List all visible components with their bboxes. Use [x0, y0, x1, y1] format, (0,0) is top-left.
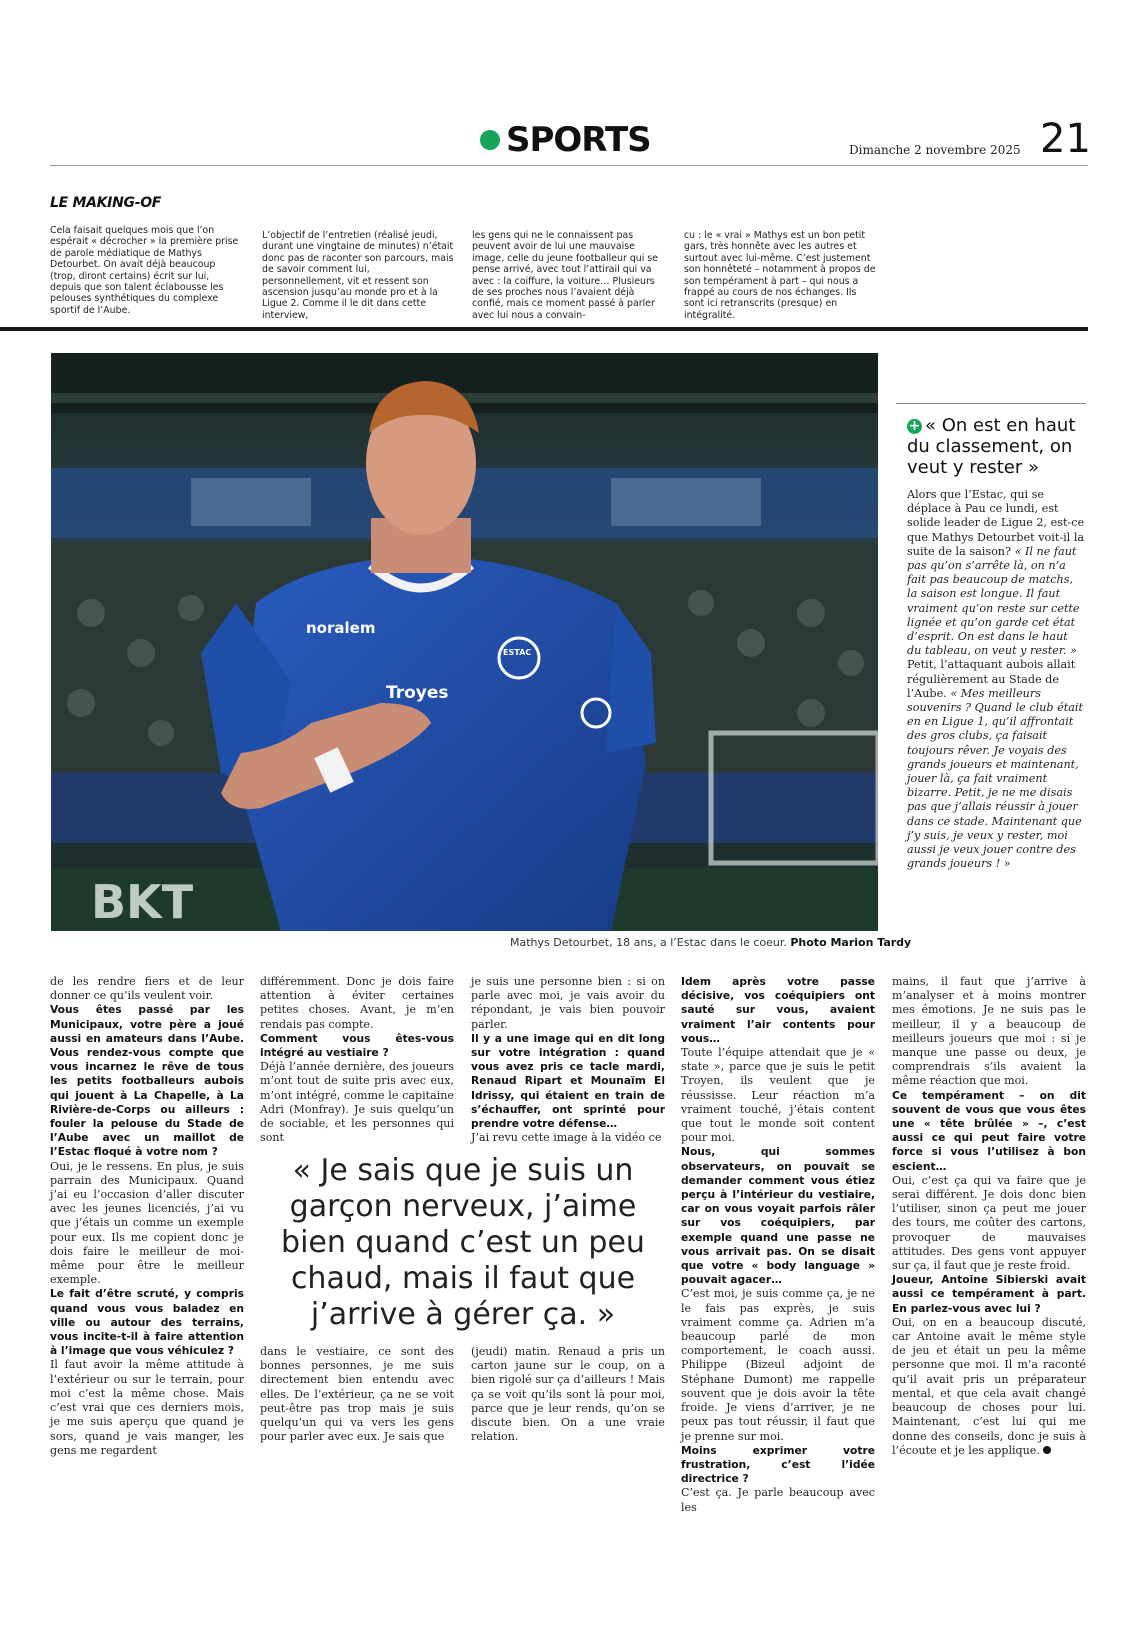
body-column-3-top: je suis une personne bien : si on parle avec moi, je vais avoir du répondant, je vais bien pouvoir parler. Il y a une image qui en dit long sur votre intégration : quand vous avez pris ce tacle mardi, Renaud Ripart et Mounaïm El Idrissy, qui étaient en train de s’échauffer, ont sprinté pour prendre votre défense… J’ai revu cette image à la vidéo ce: [471, 975, 665, 1145]
photo-caption: Mathys Detourbet, 18 ans, a l’Estac dans le coeur. Photo Marion Tardy: [510, 936, 912, 949]
jersey-brand: noralem: [306, 619, 376, 637]
photo-credit: Photo Marion Tardy: [790, 936, 912, 949]
end-mark-icon: [1043, 1446, 1051, 1454]
making-of-divider: [0, 327, 1088, 331]
section-name: SPORTS: [506, 120, 651, 160]
sidebar-body: Alors que l’Estac, qui se déplace à Pau ce lundi, est solide leader de Ligue 2, est-ce que Mathys Detourbet voit-il la suite de la saison? « Il ne faut pas qu’on s’arrête là, on n’a fait pas beaucoup de matchs, la saison est longue. Il faut vraiment qu’on reste sur cette lignée et qu’on garde cet état d’esprit. On est dans le haut du tableau, on veut y rester. » Petit, l’attaquant aubois allait régulièrement au Stade de l’Aube. « Mes meilleurs souvenirs ? Quand le club était en en Ligue 1, qu’il affrontait des gros clubs, ça faisait toujours rêver. Je voyais des grands joueurs et maintenant, jouer là, ça fait vraiment bizarre. Petit, je ne me disais pas que j’allais réussir à jouer dans ce stade. Maintenant que j’y suis, je veux y rester, moi aussi je veux jouer contre des grands joueurs ! »: [907, 488, 1085, 871]
body-column-3-bottom: (jeudi) matin. Renaud a pris un carton jaune sur le coup, on a bien rigolé sur ça d’ailleurs ! Mais ça se voit qu’ils sont là pour moi, parce que je leur rends, qu’on se discute bien. On a une vraie relation.: [471, 1345, 665, 1444]
making-of-col-1: Cela faisait quelques mois que l’on espérait « décrocher » la première prise de parole médiatique de Mathys Detourbet. On avait déjà beaucoup (trop, diront certains) écrit sur lui, depuis que son talent éclabousse les pelouses synthétiques du complexe sportif de l’Aube.: [50, 225, 239, 316]
making-of-kicker: LE MAKING-OF: [50, 195, 162, 211]
player-photo: [51, 353, 878, 931]
sidebar-rule: [896, 403, 1086, 404]
board-text: BKT: [91, 875, 194, 929]
pull-quote: « Je sais que je suis un garçon nerveux, j’aime bien quand c’est un peu chaud, mais il faut que j’arrive à gérer ça. »: [281, 1153, 645, 1332]
issue-date: Dimanche 2 novembre 2025: [849, 143, 1021, 157]
jersey-sponsor: Troyes: [386, 683, 449, 703]
section-title: [480, 120, 651, 160]
sidebar-headline: + « On est en haut du classement, on veut y rester »: [907, 415, 1076, 478]
body-column-2-bottom: dans le vestiaire, ce sont des bonnes personnes, je me suis directement bien entendu avec elles. De l’extérieur, ça ne se voit peut-être pas trop mais je suis quelqu’un qui va vers les gens pour parler avec eux. Je sais que: [260, 1345, 454, 1444]
club-badge: ESTAC: [503, 648, 532, 657]
making-of-col-2: L’objectif de l’entretien (réalisé jeudi, durant une vingtaine de minutes) n’était donc pas de raconter son parcours, mais de savoir comment lui, personnellement, vit et ressent son ascension jusqu’au monde pro et à la Ligue 2. Comme il le dit dans cette interview,: [262, 230, 454, 321]
body-column-2-top: différemment. Donc je dois faire attention à éviter certaines petites choses. Avant, je m’en rendais pas compte. Comment vous êtes-vous intégré au vestiaire ? Déjà l’année dernière, des joueurs m’ont tout de suite pris avec eux, m’ont intégré, comme le capitaine Adri (Monfray). Je suis quelqu’un de sociable, et les personnes qui sont: [260, 975, 454, 1145]
section-dot-icon: [480, 130, 500, 150]
header-divider: [50, 165, 1088, 166]
making-of-col-3: les gens qui ne le connaissent pas peuvent avoir de lui une mauvaise image, celle du jeune footballeur qui se pense arrivé, avec tout l’attirail qui va avec : la coiffure, la voiture… Plusieurs de ses proches nous l’avaient déjà confié, mais ce moment passé à parler avec lui nous a convain-: [472, 230, 658, 321]
body-column-4: Idem après votre passe décisive, vos coéquipiers ont sauté sur vous, avaient vraiment l’air contents pour vous… Toute l’équipe attendait que je « state », parce que je suis le petit Troyen, ils veulent que je réussisse. Leur réaction m’a vraiment touché, j’étais content que tout le monde soit content pour moi. Nous, qui sommes observateurs, on pouvait se demander comment vous étiez perçu à l’intérieur du vestiaire, car on vous voyait parfois râler sur vos coéquipiers, par exemple quand une passe ne vous arrivait pas. On se disait que votre « body language » pouvait agacer… C’est moi, je suis comme ça, je ne le fais pas exprès, je suis vraiment comme ça. Adrien m’a beaucoup parlé de mon comportement, le coach aussi. Philippe (Bizeul adjoint de Stéphane Dumont) me rappelle souvent que je dois avoir la tête froide. Je viens d’arriver, je ne peux pas tout réussir, il faut que je prenne sur moi. Moins exprimer votre frustration, c’est l’idée directrice ? C’est ça. Je parle beaucoup avec les: [681, 975, 875, 1514]
body-column-5: mains, il faut que j’arrive à m’analyser et à moins montrer mes émotions. Je ne suis pas le meilleur, il y a beaucoup de meilleurs joueurs que moi : si je manque une passe ou deux, je comprendrais s’ils avaient la même réaction que moi. Ce tempérament – on dit souvent de vous que vous êtes une « tête brûlée » –, c’est aussi ce qui peut faire votre force si vous l’utilisez à bon escient… Oui, c’est ça qui va faire que je serai différent. Je dois donc bien l’utiliser, sinon ça peut me jouer des tours, me coûter des cartons, provoquer de mauvaises attitudes. Des gens vont appuyer sur ça, il faut que je reste froid. Joueur, Antoine Sibierski avait aussi ce tempérament à part. En parlez-vous avec lui ? Oui, on en a beaucoup discuté, car Antoine avait le même style de jeu et était un peu la même personne que moi. Il m’a raconté qu’il avait pris un préparateur mental, et que cela avait changé beaucoup de choses pour lui. Maintenant, c’est lui qui me donne des conseils, donc je suis à l’écoute et je les applique.: [892, 975, 1086, 1457]
making-of-col-4: cu : le « vrai » Mathys est un bon petit gars, très honnête avec les autres et surtout avec lui-même. C’est justement son honnêteté – notamment à propos de son tempérament à part – qui nous a frappé au cours de nos échanges. Ils sont ici retranscrits (presque) en intégralité.: [684, 230, 876, 321]
plus-icon: +: [908, 418, 921, 434]
page-number: 21: [1040, 116, 1091, 162]
body-column-1: de les rendre fiers et de leur donner ce qu’ils veulent voir. Vous êtes passé par les Municipaux, votre père a joué aussi en amateurs dans l’Aube. Vous rendez-vous compte que vous incarnez le rêve de tous les petits footballeurs aubois qui jouent à La Chapelle, à La Rivière-de-Corps ou ailleurs : fouler la pelouse du Stade de l’Aube avec un maillot de l’Estac floqué à votre nom ? Oui, je le ressens. En plus, je suis parrain des Municipaux. Quand j’ai eu l’occasion d’aller discuter avec les jeunes licenciés, j’ai vu que j’étais un comme un exemple pour eux. Ils me copient donc je dois faire le meilleur de moi-même pour être le meilleur exemple. Le fait d’être scruté, y compris quand vous vous baladez en ville ou autour des terrains, vous incite-t-il à faire attention à l’image que vous véhiculez ? Il faut avoir la même attitude à l’extérieur ou sur le terrain, pour moi c’est la même chose. Mais c’est vrai que ces derniers mois, je me suis aperçu que quand je sors, quand je vais manger, les gens me regardent: [50, 975, 244, 1457]
